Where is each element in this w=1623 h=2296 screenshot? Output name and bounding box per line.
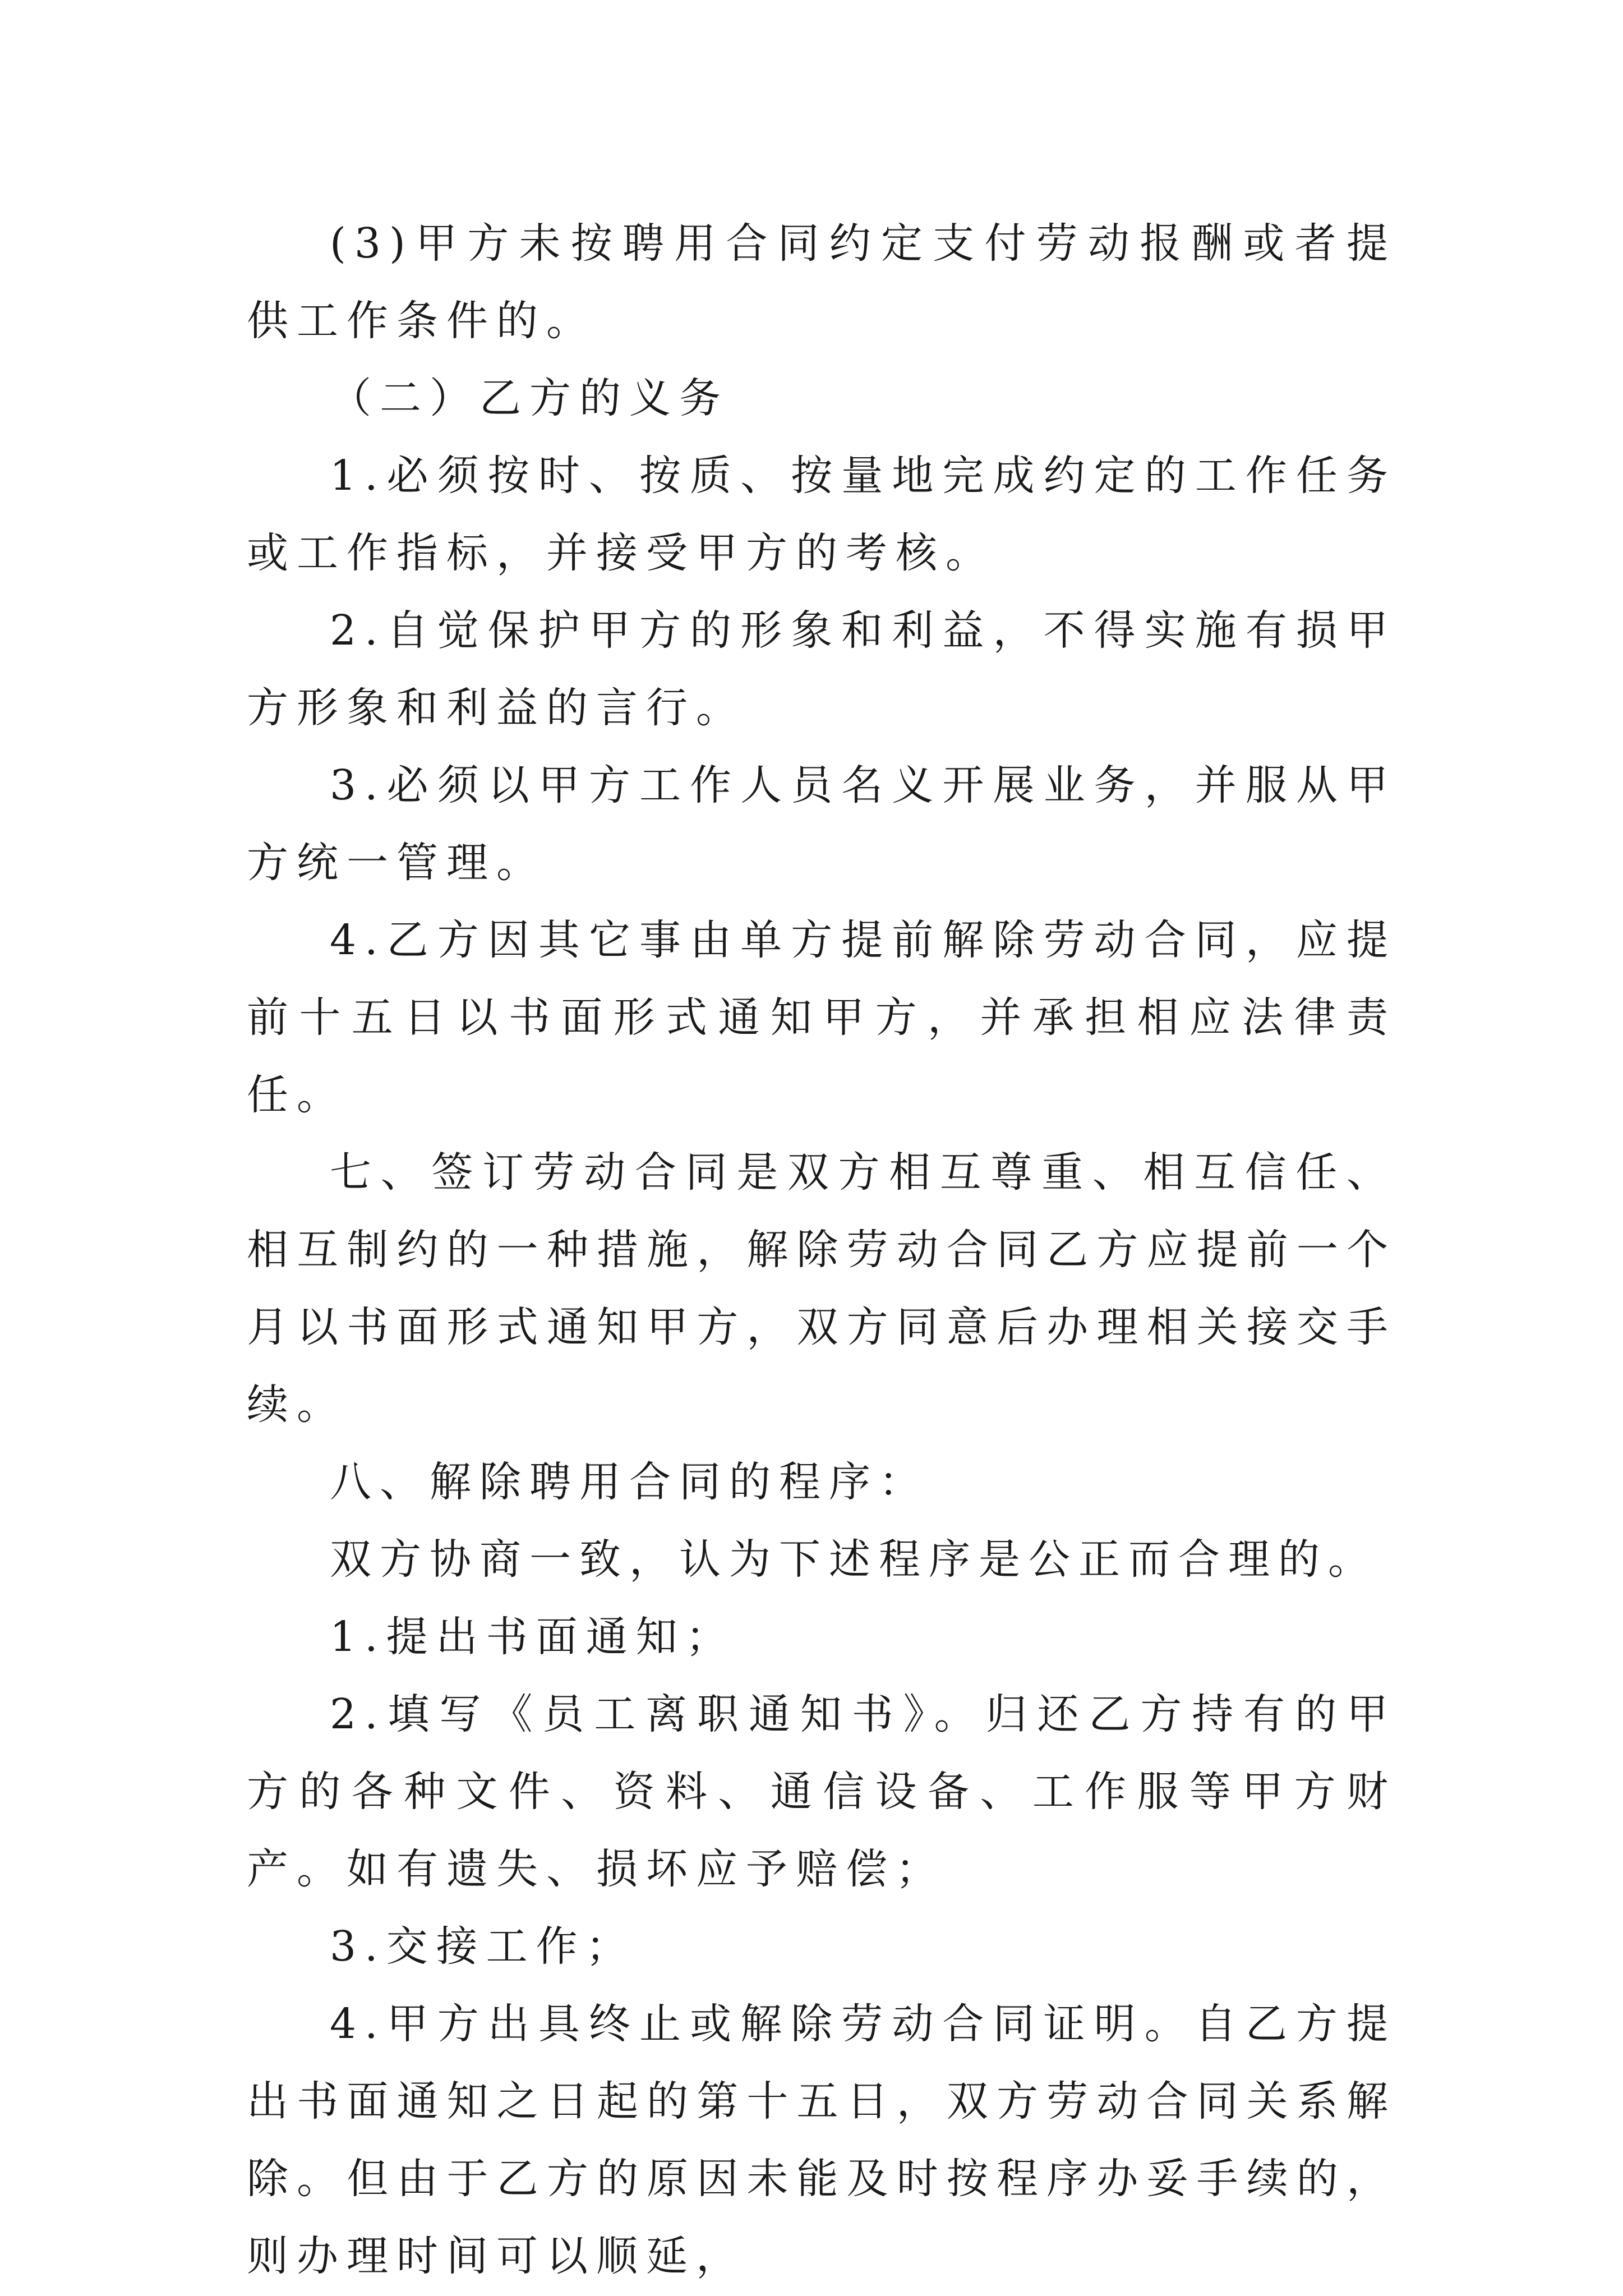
paragraph-obligation-4: 4.乙方因其它事由单方提前解除劳动合同，应提前十五日以书面形式通知甲方，并承担相应法律责任。 <box>247 916 1396 1119</box>
paragraph-obligation-3: 3.必须以甲方工作人员名义开展业务，并服从甲方统一管理。 <box>247 761 1396 887</box>
heading-section-8: 八、解除聘用合同的程序： <box>330 1458 929 1506</box>
paragraph-section-7: 七、签订劳动合同是双方相互尊重、相互信任、相互制约的一种措施，解除劳动合同乙方应提前一个月以书面形式通知甲方，双方同意后办理相关接交手续。 <box>247 1148 1396 1429</box>
paragraph-procedure-2: 2.填写《员工离职通知书》。归还乙方持有的甲方的各种文件、资料、通信设备、工作服等甲方财产。如有遗失、损坏应予赔偿； <box>247 1690 1396 1893</box>
document-body <box>247 205 1396 2295</box>
paragraph-procedure-intro: 双方协商一致，认为下述程序是公正而合理的。 <box>330 1535 1378 1584</box>
paragraph-obligation-1: 1.必须按时、按质、按量地完成约定的工作任务或工作指标，并接受甲方的考核。 <box>247 452 1396 577</box>
paragraph-procedure-4: 4.甲方出具终止或解除劳动合同证明。自乙方提出书面通知之日起的第十五日，双方劳动合同关系解除。但由于乙方的原因未能及时按程序办妥手续的，则办理时间可以顺延， <box>247 2000 1396 2280</box>
paragraph-procedure-1: 1.提出书面通知； <box>330 1613 736 1661</box>
paragraph-obligation-2: 2.自觉保护甲方的形象和利益，不得实施有损甲方形象和利益的言行。 <box>247 606 1396 732</box>
paragraph-unpaid-remuneration: (3)甲方未按聘用合同约定支付劳动报酬或者提供工作条件的。 <box>247 219 1396 345</box>
heading-party-b-obligations: （二）乙方的义务 <box>330 374 729 422</box>
paragraph-procedure-3: 3.交接工作； <box>330 1922 636 1971</box>
